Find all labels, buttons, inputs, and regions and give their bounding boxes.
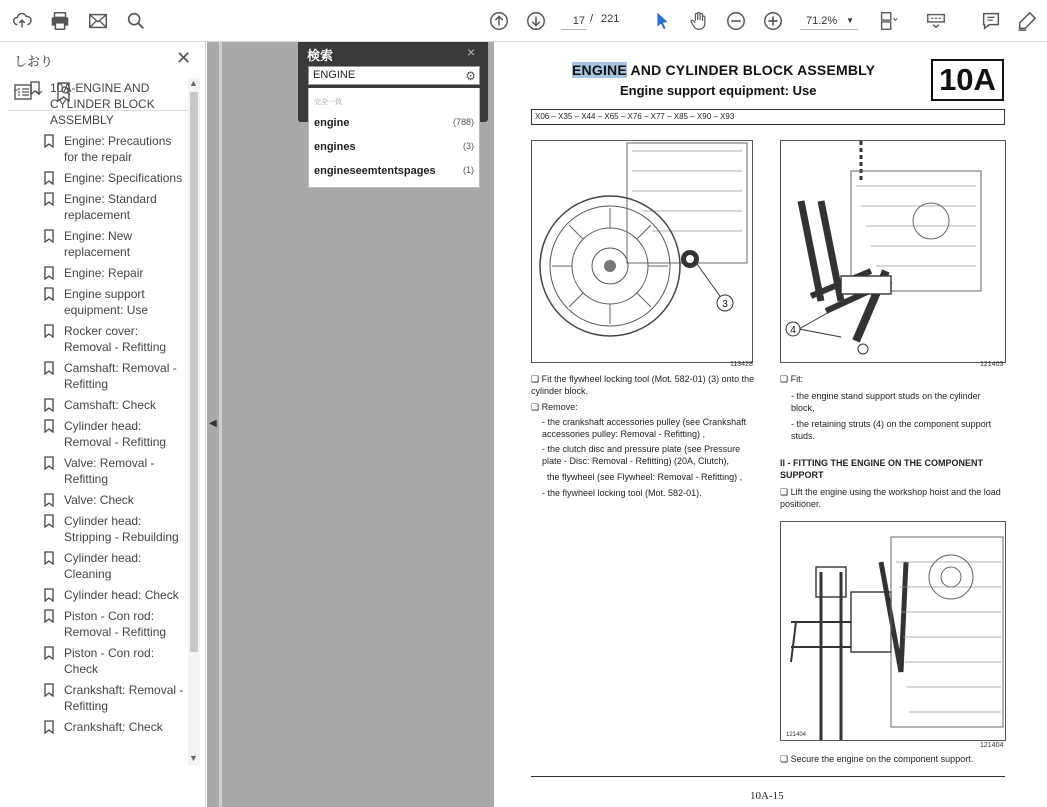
figure-inner-label: 121404 — [786, 732, 807, 738]
bookmark-label: Valve: Removal - Refitting — [64, 456, 155, 486]
page-footer-number: 10A-15 — [750, 790, 784, 802]
figure-caption: 121403 — [980, 361, 1004, 368]
flywheel-illustration — [532, 141, 753, 363]
bookmark-icon — [44, 361, 54, 375]
scroll-down-icon[interactable]: ▼ — [189, 753, 198, 763]
bookmark-icon — [44, 646, 54, 660]
chevron-down-icon: ▼ — [846, 16, 854, 25]
bookmark-item[interactable] — [0, 228, 190, 260]
bookmark-label: Piston - Con rod: Check — [64, 646, 155, 676]
bookmark-label: Engine: Repair — [64, 266, 144, 280]
result-term: engines — [314, 141, 356, 153]
bookmark-item[interactable] — [0, 608, 190, 640]
bookmark-icon — [44, 324, 54, 338]
figure-caption: 113428 — [730, 361, 753, 368]
bookmark-item[interactable] — [0, 286, 190, 318]
bookmark-label: Cylinder head: Check — [64, 588, 179, 602]
bookmark-item[interactable] — [0, 265, 190, 281]
bookmark-icon — [44, 493, 54, 507]
bookmark-label: Cylinder head: Stripping - Rebuilding — [64, 514, 179, 544]
bookmark-icon — [44, 551, 54, 565]
figure-component-support — [780, 521, 1006, 741]
bookmark-icon — [44, 192, 54, 206]
search-result-item[interactable] — [314, 141, 476, 153]
select-pointer-icon[interactable] — [650, 9, 674, 33]
zoom-level-select[interactable] — [800, 12, 858, 30]
upload-icon[interactable] — [10, 9, 34, 33]
bookmark-icon — [44, 514, 54, 528]
bookmark-label: 10A-ENGINE AND CYLINDER BLOCK ASSEMBLY — [50, 81, 155, 127]
result-term: engineseemtentspages — [314, 165, 436, 177]
bookmark-item[interactable] — [0, 418, 190, 450]
page-number-input[interactable]: 17 — [561, 12, 587, 30]
bookmark-label: Crankshaft: Check — [64, 720, 163, 734]
bookmark-label: Engine: Specifications — [64, 171, 183, 185]
result-term: engine — [314, 117, 350, 129]
figure-flywheel — [531, 140, 753, 363]
engine-stand-illustration — [781, 141, 1006, 363]
bookmark-icon — [44, 456, 54, 470]
figure-engine-stand — [780, 140, 1006, 363]
step-lift-engine: ❑ Lift the engine using the workshop hoist and the load positioner. — [780, 487, 1001, 509]
hand-tool-icon[interactable] — [687, 9, 711, 33]
close-icon[interactable]: × — [467, 44, 476, 60]
close-icon[interactable]: ✕ — [176, 48, 192, 68]
zoom-out-icon[interactable] — [724, 9, 748, 33]
bookmark-icon — [44, 287, 54, 301]
step-secure-engine: ❑ Secure the engine on the component support. — [780, 754, 974, 764]
step-remove: ❑ Remove: — [531, 402, 578, 412]
pdf-page — [494, 42, 1047, 807]
mail-icon[interactable] — [86, 9, 110, 33]
search-query: ENGINE — [313, 69, 356, 81]
remove-item: - the clutch disc and pressure plate (see Pressure plate - Disc: Removal - Refitting) (20A, Clutch), — [542, 444, 741, 466]
step-fit: ❑ Fit: — [780, 374, 804, 384]
bookmark-icon — [44, 171, 54, 185]
chevron-down-icon[interactable]: ⌄ — [12, 83, 21, 94]
bookmark-label: Engine: New replacement — [64, 229, 133, 259]
bookmark-scrollbar[interactable] — [188, 78, 200, 765]
search-input[interactable] — [308, 66, 480, 85]
search-result-item[interactable] — [314, 165, 476, 177]
bookmark-label: Piston - Con rod: Removal - Refitting — [64, 609, 167, 639]
bookmark-label: Engine support equipment: Use — [64, 287, 149, 317]
remove-item: the flywheel (see Flywheel: Removal - Refitting) , — [547, 472, 743, 482]
bookmark-item[interactable] — [0, 455, 190, 487]
collapse-panel-icon[interactable]: ◀ — [209, 418, 217, 429]
bookmark-item[interactable] — [0, 492, 190, 508]
bookmark-list — [0, 78, 190, 765]
previous-page-icon[interactable] — [487, 9, 511, 33]
page-layout-icon[interactable] — [876, 9, 900, 33]
remove-item: - the crankshaft accessories pulley (see Crankshaft accessories pulley: Removal - Refitting) , — [542, 417, 747, 439]
remove-item: - the flywheel locking tool (Mot. 582-01). — [542, 488, 702, 498]
results-header: 完全一致 — [314, 99, 342, 106]
highlight-pen-icon[interactable] — [1015, 9, 1039, 33]
footer-rule — [531, 776, 1005, 777]
step-fit-locking-tool: ❑ Fit the flywheel locking tool (Mot. 582-01) (3) onto the cylinder block. — [531, 374, 755, 396]
bookmark-label: Rocker cover: Removal - Refitting — [64, 324, 167, 354]
comment-icon[interactable] — [979, 9, 1003, 33]
bookmark-item[interactable] — [0, 719, 190, 735]
page-separator: / — [590, 13, 594, 25]
bookmark-icon — [44, 398, 54, 412]
bookmark-label: Valve: Check — [64, 493, 134, 507]
document-title — [572, 62, 875, 78]
bookmark-icon — [44, 419, 54, 433]
bookmark-item[interactable] — [0, 360, 190, 392]
scroll-up-icon[interactable]: ▲ — [189, 78, 198, 88]
search-title: 検索 — [307, 48, 334, 63]
section-badge: 10A — [931, 59, 1004, 101]
component-support-illustration — [781, 522, 1006, 741]
bookmark-item[interactable] — [0, 587, 190, 603]
bookmark-icon — [44, 683, 54, 697]
panel-splitter[interactable] — [219, 42, 222, 807]
next-page-icon[interactable] — [524, 9, 548, 33]
zoom-level-value: 71.2% — [806, 15, 838, 27]
scroll-mode-icon[interactable] — [924, 9, 948, 33]
bookmark-icon — [44, 720, 54, 734]
bookmark-item[interactable] — [0, 550, 190, 582]
bookmark-icon — [30, 81, 40, 95]
bookmark-item[interactable] — [0, 191, 190, 223]
fit-item: - the retaining struts (4) on the component support studs. — [791, 419, 992, 441]
bookmark-item[interactable] — [0, 513, 190, 545]
bookmark-item[interactable] — [0, 397, 190, 413]
search-highlight: ENGINE — [572, 62, 627, 78]
callout-3: 3 — [722, 299, 728, 310]
search-results — [308, 88, 480, 188]
scroll-thumb[interactable] — [190, 92, 198, 652]
bookmark-icon — [44, 588, 54, 602]
bookmark-icon — [44, 134, 54, 148]
bookmark-icon — [44, 609, 54, 623]
zoom-in-icon[interactable] — [761, 9, 785, 33]
callout-4: 4 — [790, 325, 796, 336]
figure-caption: 121404 — [980, 742, 1004, 749]
bookmark-icon — [44, 229, 54, 243]
bookmark-item[interactable] — [0, 133, 190, 165]
result-count: (1) — [463, 165, 474, 175]
main-toolbar — [0, 0, 1047, 42]
section-heading: II - FITTING THE ENGINE ON THE COMPONENT SUPPORT — [780, 458, 984, 480]
bookmark-label: Crankshaft: Removal - Refitting — [64, 683, 184, 713]
vehicle-codes: X06 – X35 – X44 – X65 – X76 – X77 – X85 – X90 – X93 — [531, 109, 1005, 125]
bookmark-label: Camshaft: Check — [64, 398, 157, 412]
result-count: (788) — [452, 117, 474, 127]
bookmark-item[interactable] — [0, 80, 190, 128]
bookmark-item[interactable] — [0, 170, 190, 186]
fit-item: - the engine stand support studs on the cylinder block, — [791, 391, 981, 413]
search-icon[interactable] — [124, 9, 148, 33]
document-subtitle: Engine support equipment: Use — [620, 83, 817, 98]
bookmark-item[interactable] — [0, 323, 190, 355]
page-total: 221 — [601, 13, 620, 25]
gear-icon[interactable]: ⚙ — [465, 69, 476, 83]
result-count: (3) — [463, 141, 474, 151]
bookmark-label: Engine: Precautions for the repair — [64, 134, 172, 164]
bookmark-item[interactable] — [0, 645, 190, 677]
document-title-rest: AND CYLINDER BLOCK ASSEMBLY — [626, 62, 876, 78]
search-result-item[interactable] — [314, 117, 476, 129]
bookmark-label: Camshaft: Removal - Refitting — [64, 361, 177, 391]
bookmark-item[interactable] — [0, 682, 190, 714]
print-icon[interactable] — [48, 9, 72, 33]
bookmark-label: Engine: Standard replacement — [64, 192, 157, 222]
bookmark-icon — [44, 266, 54, 280]
bookmarks-title: しおり — [14, 54, 54, 69]
bookmark-label: Cylinder head: Cleaning — [64, 551, 142, 581]
bookmark-label: Cylinder head: Removal - Refitting — [64, 419, 167, 449]
